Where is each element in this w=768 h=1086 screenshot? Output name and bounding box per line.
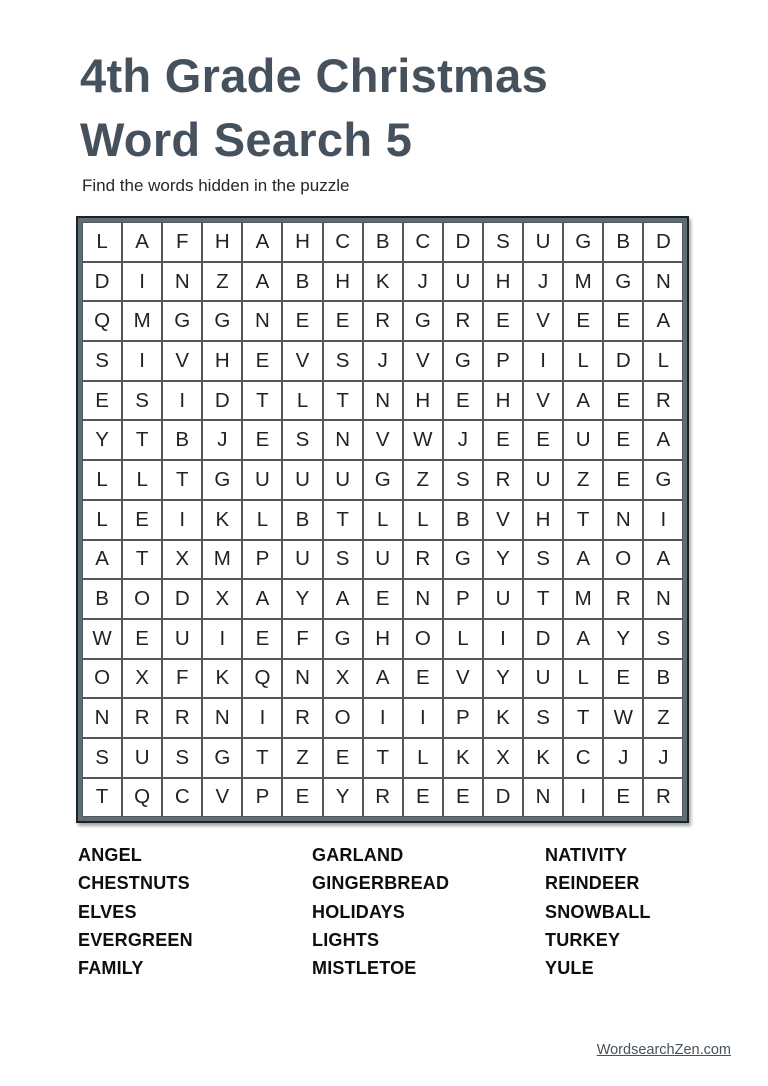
grid-cell: G xyxy=(323,619,363,659)
grid-cell: E xyxy=(403,659,443,699)
word-item: GINGERBREAD xyxy=(312,873,450,894)
grid-cell: G xyxy=(403,301,443,341)
grid-cell: V xyxy=(483,500,523,540)
grid-cell: B xyxy=(282,262,322,302)
grid-cell: S xyxy=(82,341,122,381)
grid-cell: H xyxy=(282,222,322,262)
grid-cell: U xyxy=(162,619,202,659)
grid-cell: A xyxy=(242,222,282,262)
grid-cell: V xyxy=(162,341,202,381)
grid-cell: Q xyxy=(122,778,162,818)
grid-cell: I xyxy=(523,341,563,381)
grid-cell: A xyxy=(643,540,683,580)
grid-cell: G xyxy=(443,341,483,381)
grid-cell: R xyxy=(162,698,202,738)
grid-cell: R xyxy=(443,301,483,341)
grid-cell: H xyxy=(323,262,363,302)
grid-cell: J xyxy=(643,738,683,778)
grid-cell: E xyxy=(603,381,643,421)
grid-cell: R xyxy=(363,301,403,341)
grid-cell: T xyxy=(563,500,603,540)
grid-cell: A xyxy=(323,579,363,619)
grid-cell: J xyxy=(363,341,403,381)
word-column xyxy=(545,841,651,982)
grid-cell: E xyxy=(122,500,162,540)
grid-cell: H xyxy=(483,262,523,302)
grid-cell: E xyxy=(282,778,322,818)
word-item: YULE xyxy=(545,958,594,979)
grid-cell: Z xyxy=(202,262,242,302)
grid-cell: O xyxy=(122,579,162,619)
grid-cell: K xyxy=(202,659,242,699)
grid-cell: E xyxy=(323,301,363,341)
grid-cell: Z xyxy=(403,460,443,500)
grid-cell: O xyxy=(403,619,443,659)
grid-cell: W xyxy=(603,698,643,738)
grid-cell: N xyxy=(82,698,122,738)
grid-cell: G xyxy=(603,262,643,302)
grid-cell: U xyxy=(242,460,282,500)
grid-cell: N xyxy=(202,698,242,738)
word-item: EVERGREEN xyxy=(78,929,193,950)
grid-cell: O xyxy=(82,659,122,699)
grid-cell: I xyxy=(643,500,683,540)
grid-cell: X xyxy=(202,579,242,619)
grid-cell: L xyxy=(363,500,403,540)
word-item: MISTLETOE xyxy=(312,958,417,979)
grid-cell: I xyxy=(202,619,242,659)
grid-cell: I xyxy=(363,698,403,738)
grid-cell: R xyxy=(643,381,683,421)
grid-cell: T xyxy=(363,738,403,778)
grid-cell: E xyxy=(603,301,643,341)
grid-cell: T xyxy=(323,381,363,421)
grid-cell: Y xyxy=(282,579,322,619)
grid-cell: A xyxy=(363,659,403,699)
grid-cell: H xyxy=(363,619,403,659)
grid-cell: R xyxy=(363,778,403,818)
grid-cell: U xyxy=(523,659,563,699)
grid-cell: Z xyxy=(563,460,603,500)
grid-cell: R xyxy=(603,579,643,619)
word-column xyxy=(78,841,193,982)
grid-cell: G xyxy=(363,460,403,500)
grid-cell: R xyxy=(403,540,443,580)
grid-cell: M xyxy=(202,540,242,580)
page-title xyxy=(80,44,548,172)
grid-cell: S xyxy=(483,222,523,262)
grid-cell: R xyxy=(643,778,683,818)
grid-cell: A xyxy=(122,222,162,262)
grid-cell: N xyxy=(282,659,322,699)
grid-cell: U xyxy=(282,540,322,580)
grid-cell: U xyxy=(523,460,563,500)
grid-cell: N xyxy=(523,778,563,818)
grid-cell: B xyxy=(363,222,403,262)
grid-cell: B xyxy=(82,579,122,619)
grid-cell: E xyxy=(483,301,523,341)
grid-cell: C xyxy=(323,222,363,262)
grid-cell: P xyxy=(242,778,282,818)
word-item: FAMILY xyxy=(78,958,144,979)
grid-cell: O xyxy=(323,698,363,738)
grid-cell: K xyxy=(363,262,403,302)
grid-cell: Z xyxy=(282,738,322,778)
grid-cell: G xyxy=(202,460,242,500)
grid-cell: E xyxy=(563,301,603,341)
grid-cell: Y xyxy=(603,619,643,659)
puzzle-grid-frame xyxy=(76,216,689,823)
grid-cell: C xyxy=(162,778,202,818)
word-column xyxy=(312,841,449,982)
word-item: LIGHTS xyxy=(312,929,380,950)
grid-cell: I xyxy=(122,262,162,302)
page-title-line-2: Word Search 5 xyxy=(80,113,413,166)
grid-cell: L xyxy=(563,659,603,699)
grid-cell: I xyxy=(122,341,162,381)
grid-cell: D xyxy=(603,341,643,381)
grid-cell: Q xyxy=(242,659,282,699)
grid-cell: T xyxy=(523,579,563,619)
grid-cell: S xyxy=(643,619,683,659)
grid-cell: X xyxy=(483,738,523,778)
grid-cell: E xyxy=(603,420,643,460)
grid-cell: U xyxy=(122,738,162,778)
grid-cell: N xyxy=(643,262,683,302)
word-item: REINDEER xyxy=(545,873,640,894)
grid-cell: E xyxy=(242,619,282,659)
grid-cell: F xyxy=(282,619,322,659)
footer-site-link[interactable]: WordsearchZen.com xyxy=(596,1042,731,1058)
grid-cell: E xyxy=(363,579,403,619)
grid-cell: L xyxy=(403,500,443,540)
grid-cell: E xyxy=(443,381,483,421)
grid-cell: V xyxy=(363,420,403,460)
grid-cell: T xyxy=(242,381,282,421)
page-title-line-1: 4th Grade Christmas xyxy=(80,49,549,102)
grid-cell: B xyxy=(162,420,202,460)
grid-cell: W xyxy=(82,619,122,659)
grid-cell: G xyxy=(443,540,483,580)
grid-cell: U xyxy=(563,420,603,460)
grid-cell: A xyxy=(242,262,282,302)
grid-cell: Y xyxy=(483,659,523,699)
grid-cell: I xyxy=(563,778,603,818)
grid-cell: E xyxy=(82,381,122,421)
grid-cell: H xyxy=(403,381,443,421)
grid-cell: S xyxy=(323,341,363,381)
grid-cell: M xyxy=(563,262,603,302)
grid-cell: V xyxy=(523,381,563,421)
word-item: NATIVITY xyxy=(545,845,628,865)
grid-cell: E xyxy=(282,301,322,341)
grid-cell: Y xyxy=(82,420,122,460)
grid-cell: N xyxy=(323,420,363,460)
grid-cell: L xyxy=(563,341,603,381)
grid-cell: Y xyxy=(483,540,523,580)
grid-cell: E xyxy=(443,778,483,818)
grid-cell: W xyxy=(403,420,443,460)
grid-cell: R xyxy=(282,698,322,738)
grid-cell: P xyxy=(443,579,483,619)
grid-cell: G xyxy=(202,301,242,341)
puzzle-grid xyxy=(82,222,683,817)
grid-cell: A xyxy=(563,381,603,421)
grid-cell: N xyxy=(242,301,282,341)
grid-cell: B xyxy=(282,500,322,540)
grid-cell: C xyxy=(403,222,443,262)
grid-cell: D xyxy=(162,579,202,619)
grid-cell: U xyxy=(363,540,403,580)
grid-cell: F xyxy=(162,222,202,262)
grid-cell: A xyxy=(82,540,122,580)
word-item: GARLAND xyxy=(312,845,404,865)
grid-cell: L xyxy=(403,738,443,778)
grid-cell: D xyxy=(643,222,683,262)
grid-cell: G xyxy=(563,222,603,262)
grid-cell: S xyxy=(162,738,202,778)
grid-cell: T xyxy=(242,738,282,778)
grid-cell: J xyxy=(202,420,242,460)
grid-cell: O xyxy=(603,540,643,580)
grid-cell: E xyxy=(122,619,162,659)
grid-cell: V xyxy=(282,341,322,381)
grid-cell: V xyxy=(403,341,443,381)
grid-cell: T xyxy=(323,500,363,540)
grid-cell: M xyxy=(122,301,162,341)
grid-cell: I xyxy=(403,698,443,738)
grid-cell: U xyxy=(483,579,523,619)
grid-cell: B xyxy=(603,222,643,262)
grid-cell: L xyxy=(82,222,122,262)
grid-cell: K xyxy=(202,500,242,540)
grid-cell: N xyxy=(162,262,202,302)
grid-cell: N xyxy=(363,381,403,421)
grid-cell: G xyxy=(643,460,683,500)
grid-cell: P xyxy=(242,540,282,580)
grid-cell: E xyxy=(483,420,523,460)
grid-cell: T xyxy=(563,698,603,738)
puzzle-instructions: Find the words hidden in the puzzle xyxy=(82,176,350,195)
grid-cell: T xyxy=(162,460,202,500)
grid-cell: V xyxy=(523,301,563,341)
grid-cell: J xyxy=(523,262,563,302)
grid-cell: J xyxy=(443,420,483,460)
word-item: ELVES xyxy=(78,901,137,922)
grid-cell: D xyxy=(202,381,242,421)
word-item: HOLIDAYS xyxy=(312,901,405,922)
grid-cell: L xyxy=(122,460,162,500)
grid-cell: X xyxy=(122,659,162,699)
grid-cell: B xyxy=(443,500,483,540)
grid-cell: K xyxy=(483,698,523,738)
grid-cell: X xyxy=(162,540,202,580)
grid-cell: S xyxy=(82,738,122,778)
grid-cell: E xyxy=(603,460,643,500)
grid-cell: R xyxy=(122,698,162,738)
grid-cell: I xyxy=(483,619,523,659)
grid-cell: H xyxy=(523,500,563,540)
grid-cell: C xyxy=(563,738,603,778)
grid-cell: N xyxy=(643,579,683,619)
grid-cell: E xyxy=(603,659,643,699)
grid-cell: U xyxy=(523,222,563,262)
grid-cell: L xyxy=(282,381,322,421)
grid-cell: A xyxy=(643,301,683,341)
grid-cell: U xyxy=(323,460,363,500)
grid-cell: M xyxy=(563,579,603,619)
grid-cell: J xyxy=(603,738,643,778)
grid-cell: E xyxy=(323,738,363,778)
grid-cell: P xyxy=(483,341,523,381)
grid-cell: T xyxy=(82,778,122,818)
grid-cell: A xyxy=(242,579,282,619)
grid-cell: U xyxy=(443,262,483,302)
grid-cell: S xyxy=(122,381,162,421)
grid-cell: L xyxy=(242,500,282,540)
grid-cell: S xyxy=(523,540,563,580)
grid-cell: I xyxy=(242,698,282,738)
grid-cell: A xyxy=(563,540,603,580)
grid-cell: L xyxy=(643,341,683,381)
grid-cell: J xyxy=(403,262,443,302)
grid-cell: V xyxy=(202,778,242,818)
grid-cell: E xyxy=(403,778,443,818)
grid-cell: G xyxy=(162,301,202,341)
grid-cell: E xyxy=(242,420,282,460)
grid-cell: Y xyxy=(323,778,363,818)
grid-cell: E xyxy=(242,341,282,381)
grid-cell: K xyxy=(523,738,563,778)
grid-cell: X xyxy=(323,659,363,699)
grid-cell: Q xyxy=(82,301,122,341)
grid-cell: S xyxy=(323,540,363,580)
grid-cell: E xyxy=(603,778,643,818)
grid-cell: R xyxy=(483,460,523,500)
grid-cell: H xyxy=(202,341,242,381)
grid-cell: A xyxy=(563,619,603,659)
grid-cell: I xyxy=(162,500,202,540)
grid-cell: T xyxy=(122,540,162,580)
grid-cell: P xyxy=(443,698,483,738)
grid-cell: H xyxy=(202,222,242,262)
grid-cell: S xyxy=(282,420,322,460)
grid-cell: U xyxy=(282,460,322,500)
grid-cell: N xyxy=(403,579,443,619)
grid-cell: H xyxy=(483,381,523,421)
grid-cell: V xyxy=(443,659,483,699)
word-item: ANGEL xyxy=(78,845,142,865)
grid-cell: T xyxy=(122,420,162,460)
grid-cell: S xyxy=(443,460,483,500)
word-item: TURKEY xyxy=(545,929,621,950)
grid-cell: D xyxy=(523,619,563,659)
grid-cell: B xyxy=(643,659,683,699)
grid-cell: L xyxy=(82,460,122,500)
grid-cell: N xyxy=(603,500,643,540)
grid-cell: G xyxy=(202,738,242,778)
grid-cell: L xyxy=(443,619,483,659)
word-item: SNOWBALL xyxy=(545,901,651,922)
grid-cell: K xyxy=(443,738,483,778)
grid-cell: E xyxy=(523,420,563,460)
word-item: CHESTNUTS xyxy=(78,873,190,894)
grid-cell: A xyxy=(643,420,683,460)
grid-cell: D xyxy=(483,778,523,818)
grid-cell: I xyxy=(162,381,202,421)
grid-cell: S xyxy=(523,698,563,738)
grid-cell: L xyxy=(82,500,122,540)
grid-cell: Z xyxy=(643,698,683,738)
grid-cell: D xyxy=(443,222,483,262)
grid-cell: D xyxy=(82,262,122,302)
grid-cell: F xyxy=(162,659,202,699)
